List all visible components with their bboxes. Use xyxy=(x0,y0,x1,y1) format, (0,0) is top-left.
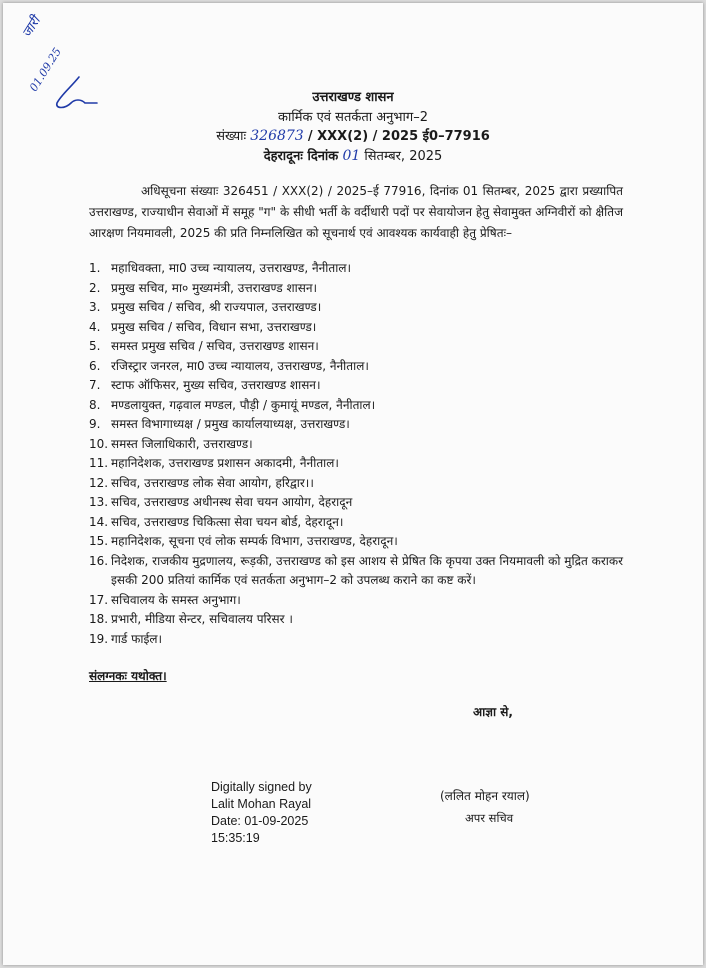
digital-signature-block xyxy=(211,779,312,847)
list-item: 7. स्टाफ ऑफिसर, मुख्य सचिव, उत्तराखण्ड शासन। xyxy=(89,378,321,392)
list-item: 2. प्रमुख सचिव, मा० मुख्यमंत्री, उत्तराखण्ड शासन। xyxy=(89,280,318,295)
list-item: 14. सचिव, उत्तराखण्ड चिकित्सा सेवा चयन बोर्ड, देहरादून। xyxy=(89,514,344,529)
list-item: 9. समस्त विभागाध्यक्ष / प्रमुख कार्यालयाध्यक्ष, उत्तराखण्ड। xyxy=(89,417,350,431)
dsig-line-3: Date: 01-09-2025 xyxy=(211,814,309,828)
stamp-date: 01.09.25 xyxy=(27,45,64,94)
reference-printed: / XXX(2) / 2025 ई0–77916 xyxy=(307,129,490,144)
issuing-government: उत्तराखण्ड शासन xyxy=(312,90,394,105)
stamp-text: जारी xyxy=(19,14,44,41)
list-item: 1. महाधिवक्ता, मा0 उच्च न्यायालय, उत्तराखण्ड, नैनीताल। xyxy=(89,261,352,275)
date-handwritten: 01 xyxy=(342,148,361,164)
issuing-section: कार्मिक एवं सतर्कता अनुभाग–2 xyxy=(278,110,428,125)
reference-label: संख्याः xyxy=(216,129,247,144)
dsig-line-2: Lalit Mohan Rayal xyxy=(211,797,312,811)
list-item: 11. महानिदेशक, उत्तराखण्ड प्रशासन अकादमी, नैनीताल। xyxy=(89,456,339,470)
list-item: 10. समस्त जिलाधिकारी, उत्तराखण्ड। xyxy=(89,436,253,451)
list-item: 18. प्रभारी, मीडिया सेन्टर, सचिवालय परिसर । xyxy=(89,612,293,626)
issue-date xyxy=(3,146,703,164)
list-item: 16. निदेशक, राजकीय मुद्रणालय, रूड़की, उत्तराखण्ड को इस आशय से प्रेषित कि कृपया उक्त नियमावली को मुद्रित कराकर इसकी 200 प्रतियां कार्मिक एवं सतर्कता अनुभाग–2 को उपलब्ध कराने का कष्ट करें। xyxy=(89,553,623,587)
list-item: 15. महानिदेशक, सूचना एवं लोक सम्पर्क विभाग, उत्तराखण्ड, देहरादून। xyxy=(89,534,398,548)
list-item: 19. गार्ड फाईल। xyxy=(89,631,163,646)
list-item: 13. सचिव, उत्तराखण्ड अधीनस्थ सेवा चयन आयोग, देहरादून xyxy=(89,495,353,509)
paragraph-text: अधिसूचना संख्याः 326451 / XXX(2) / 2025–ई 77916, दिनांक 01 सितम्बर, 2025 द्वारा प्रख्यापित उत्तराखण्ड, राज्याधीन सेवाओं में समूह "ग" के सीधी भर्ती के वर्दीधारी पदों पर सेवायोजन हेतु सेवामुक्त अग्निवीरों को क्षैतिज आरक्षण नियमावली, 2025 की प्रति निम्नलिखित को सूचनार्थ एवं आवश्यक कार्यवाही हेतु प्रेषितः– xyxy=(89,184,623,240)
date-label: देहरादूनः दिनांक xyxy=(263,149,339,164)
list-item: 4. प्रमुख सचिव / सचिव, विधान सभा, उत्तराखण्ड। xyxy=(89,319,317,334)
dsig-line-4: 15:35:19 xyxy=(211,831,260,845)
reference-number xyxy=(3,126,703,144)
list-item: 6. रजिस्ट्रार जनरल, मा0 उच्च न्यायालय, उत्तराखण्ड, नैनीताल। xyxy=(89,358,369,373)
signatory-name: (ललित मोहन रयाल) xyxy=(440,789,530,803)
list-item: 12. सचिव, उत्तराखण्ड लोक सेवा आयोग, हरिद्वार।। xyxy=(89,475,314,490)
notification-paragraph xyxy=(89,181,623,244)
recipient-list xyxy=(89,259,623,649)
reference-handwritten: 326873 xyxy=(250,128,304,144)
document-page xyxy=(3,3,703,965)
dsig-line-1: Digitally signed by xyxy=(211,780,312,794)
enclosure-note: संलग्नकः यथोक्त। xyxy=(89,669,167,683)
list-item: 17. सचिवालय के समस्त अनुभाग। xyxy=(89,592,241,607)
list-item: 3. प्रमुख सचिव / सचिव, श्री राज्यपाल, उत्तराखण्ड। xyxy=(89,300,322,314)
date-printed: सितम्बर, 2025 xyxy=(364,149,443,164)
signatory-designation: अपर सचिव xyxy=(465,811,514,825)
list-item: 8. मण्डलायुक्त, गढ़वाल मण्डल, पौड़ी / कुमायूं मण्डल, नैनीताल। xyxy=(89,397,376,412)
closing-phrase: आज्ञा से, xyxy=(473,705,513,719)
list-item: 5. समस्त प्रमुख सचिव / सचिव, उत्तराखण्ड शासन। xyxy=(89,339,319,353)
